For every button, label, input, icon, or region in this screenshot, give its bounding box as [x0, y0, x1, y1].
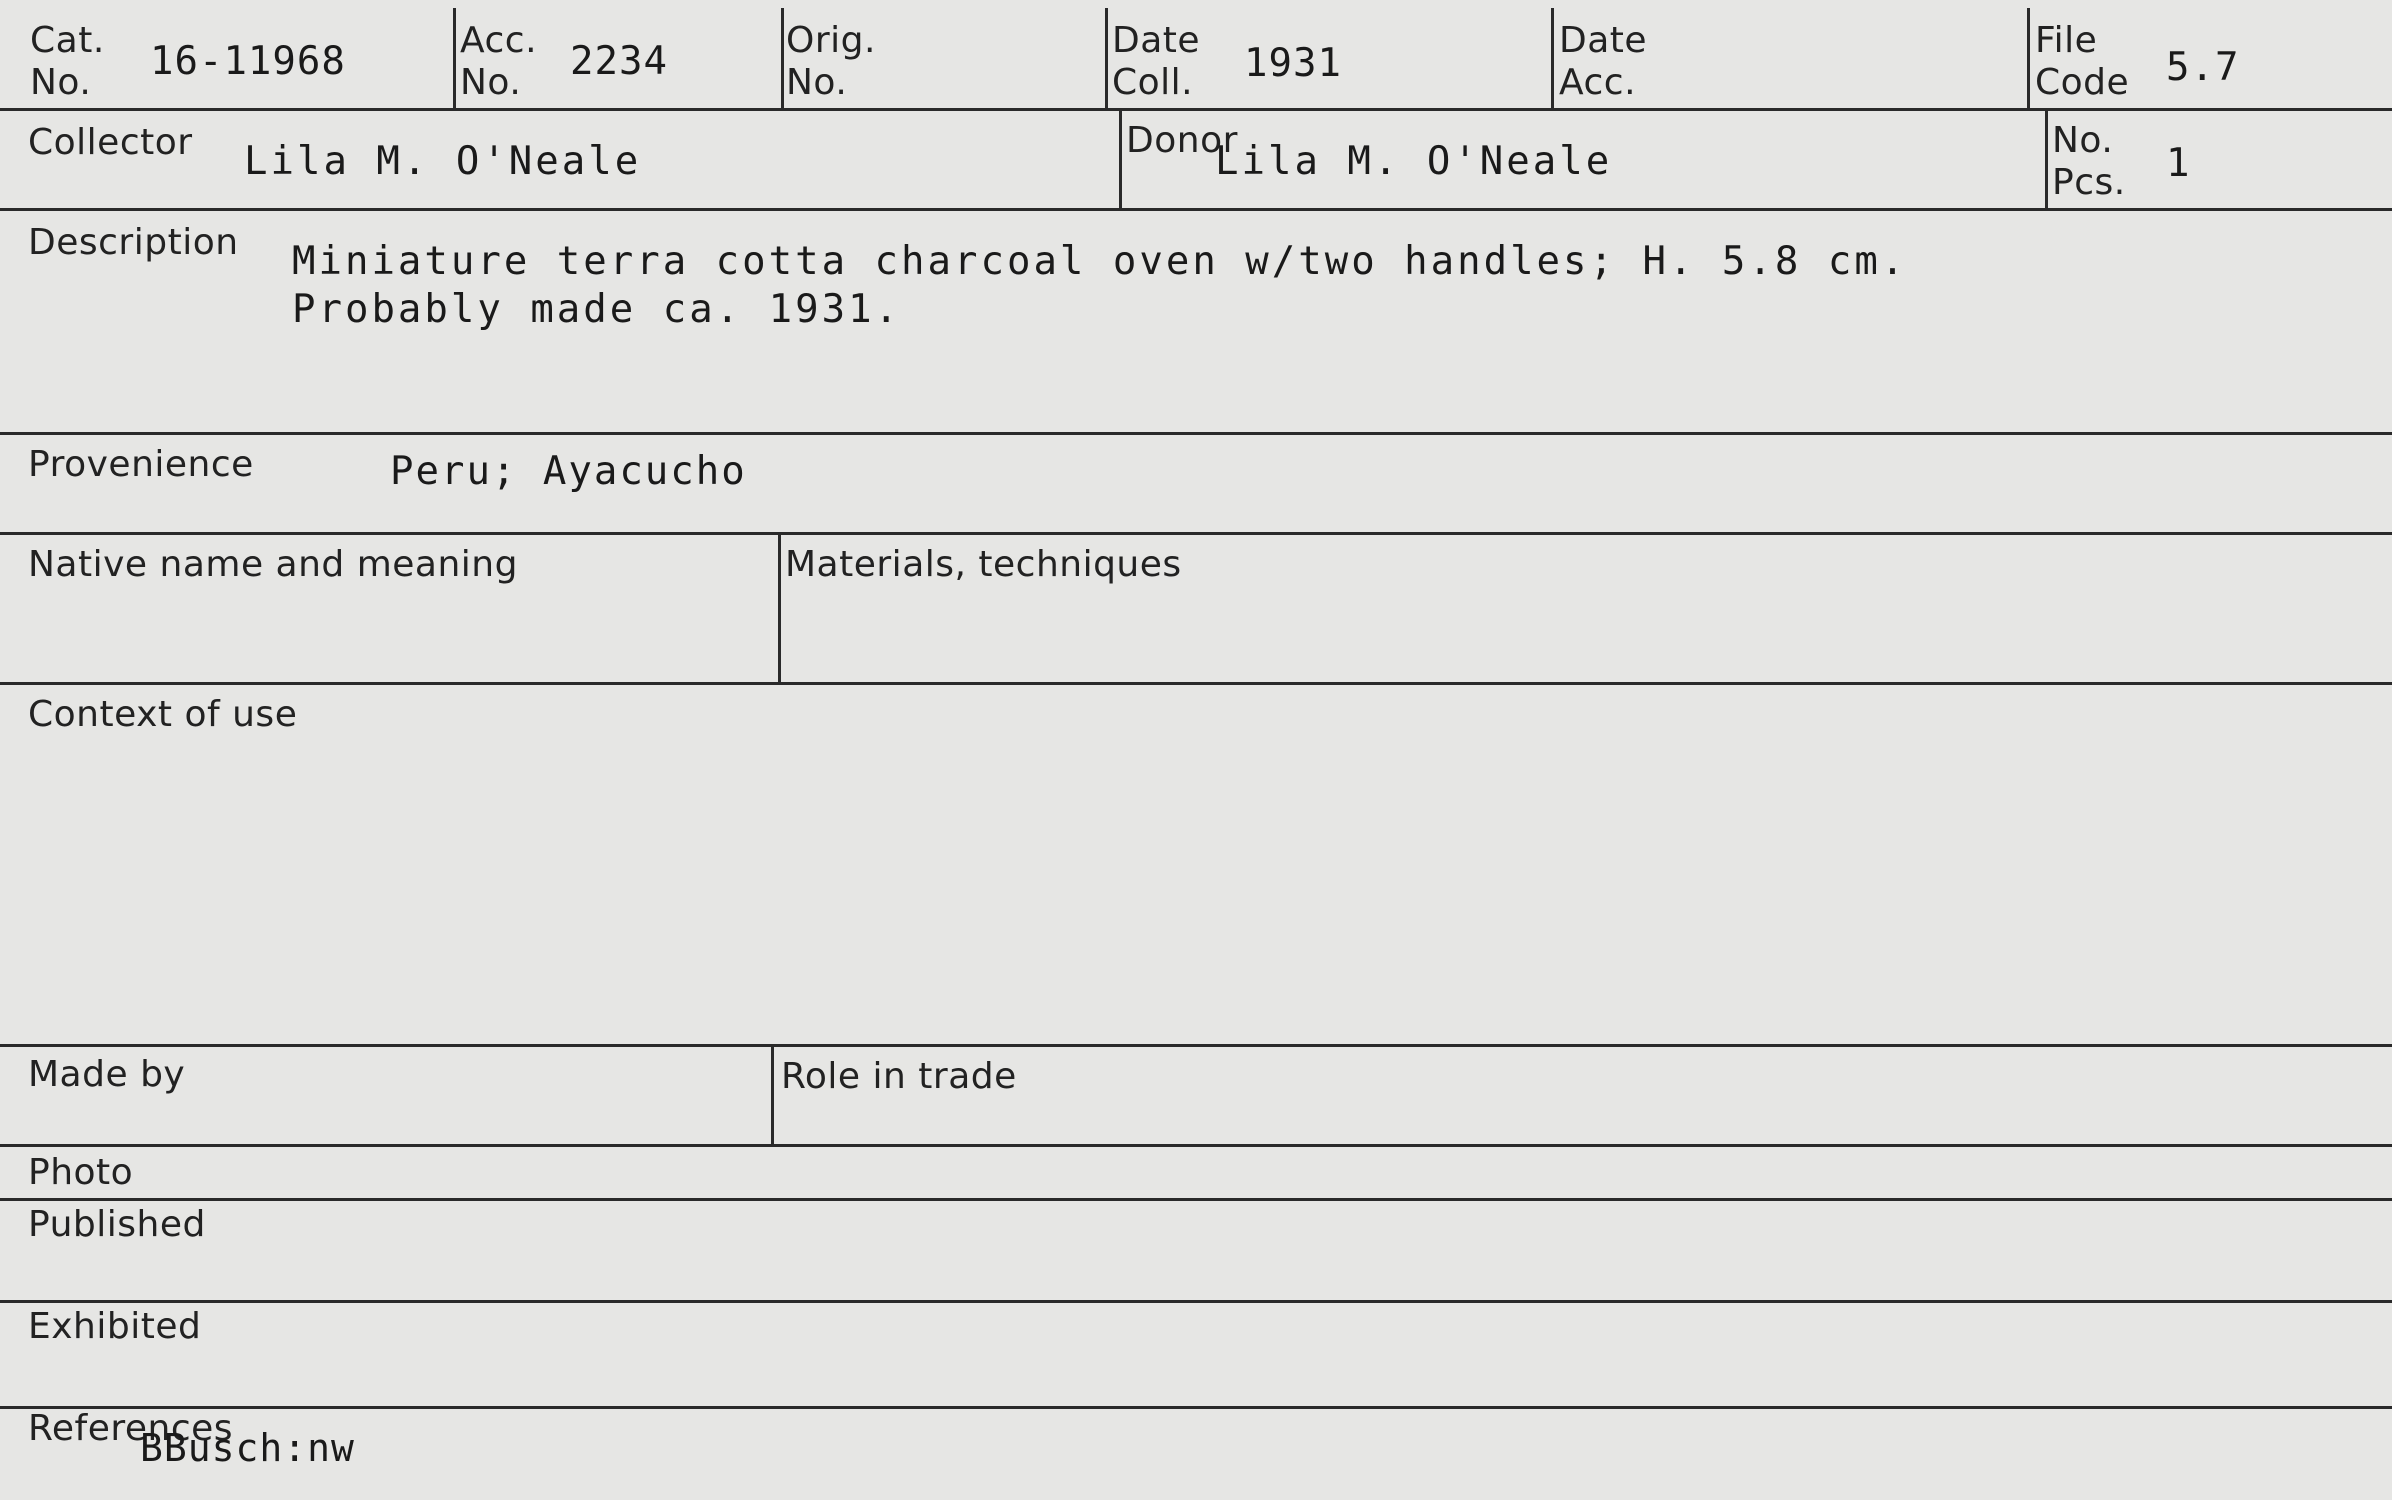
orig-no-label: No. — [786, 62, 848, 103]
divider-header — [0, 108, 2392, 111]
context-label: Context of use — [28, 694, 298, 735]
native-name-label: Native name and meaning — [28, 544, 518, 585]
divider-v-native-materials — [778, 534, 781, 684]
divider-exhibited — [0, 1406, 2392, 1409]
divider-v-acc-orig — [781, 8, 784, 110]
acc-no-value: 2234 — [570, 39, 668, 84]
divider-collector — [0, 208, 2392, 211]
divider-native-materials — [0, 682, 2392, 685]
file-code-value: 5.7 — [2166, 45, 2240, 90]
file-label: File — [2035, 20, 2098, 61]
description-label: Description — [28, 222, 239, 263]
divider-v-madeby-role — [771, 1046, 774, 1146]
date-coll-label-2: Coll. — [1112, 62, 1194, 103]
code-label: Code — [2035, 62, 2130, 103]
donor-label: Donor — [1126, 120, 1238, 161]
divider-v-collector-donor — [1119, 110, 1122, 210]
divider-made-by — [0, 1144, 2392, 1147]
divider-provenience — [0, 532, 2392, 535]
divider-v-dateacc-file — [2027, 8, 2030, 110]
date-acc-label: Date — [1559, 20, 1648, 61]
role-in-trade-label: Role in trade — [781, 1056, 1017, 1097]
materials-label: Materials, techniques — [785, 544, 1182, 585]
date-acc-label-2: Acc. — [1559, 62, 1637, 103]
collector-value: Lila M. O'Neale — [244, 139, 642, 184]
divider-description — [0, 432, 2392, 435]
description-line-2: Probably made ca. 1931. — [292, 287, 902, 332]
no-pcs-label: No. — [2052, 120, 2114, 161]
cat-no-value: 16-11968 — [150, 39, 346, 84]
acc-label: Acc. — [460, 20, 538, 61]
no-pcs-label-2: Pcs. — [2052, 162, 2126, 203]
references-value: BBusch:nw — [140, 1426, 355, 1470]
divider-v-orig-datecoll — [1105, 8, 1108, 110]
divider-v-cat-acc — [453, 8, 456, 110]
date-coll-label: Date — [1112, 20, 1201, 61]
cat-label: Cat. — [30, 20, 105, 61]
exhibited-label: Exhibited — [28, 1306, 202, 1347]
divider-v-datecoll-dateacc — [1551, 8, 1554, 110]
divider-v-donor-pcs — [2045, 110, 2048, 210]
provenience-value: Peru; Ayacucho — [390, 449, 747, 494]
collector-label: Collector — [28, 122, 193, 163]
photo-label: Photo — [28, 1152, 134, 1193]
acc-no-label: No. — [460, 62, 522, 103]
cat-no-label: No. — [30, 62, 92, 103]
provenience-label: Provenience — [28, 444, 254, 485]
references-label: References — [28, 1408, 234, 1449]
date-coll-value: 1931 — [1244, 41, 1342, 86]
orig-label: Orig. — [786, 20, 876, 61]
divider-published — [0, 1300, 2392, 1303]
description-line-1: Miniature terra cotta charcoal oven w/two handles; H. 5.8 cm. — [292, 239, 1908, 284]
donor-value: Lila M. O'Neale — [1215, 139, 1613, 184]
made-by-label: Made by — [28, 1054, 186, 1095]
divider-context — [0, 1044, 2392, 1047]
published-label: Published — [28, 1204, 206, 1245]
divider-photo — [0, 1198, 2392, 1201]
no-pcs-value: 1 — [2166, 141, 2193, 186]
